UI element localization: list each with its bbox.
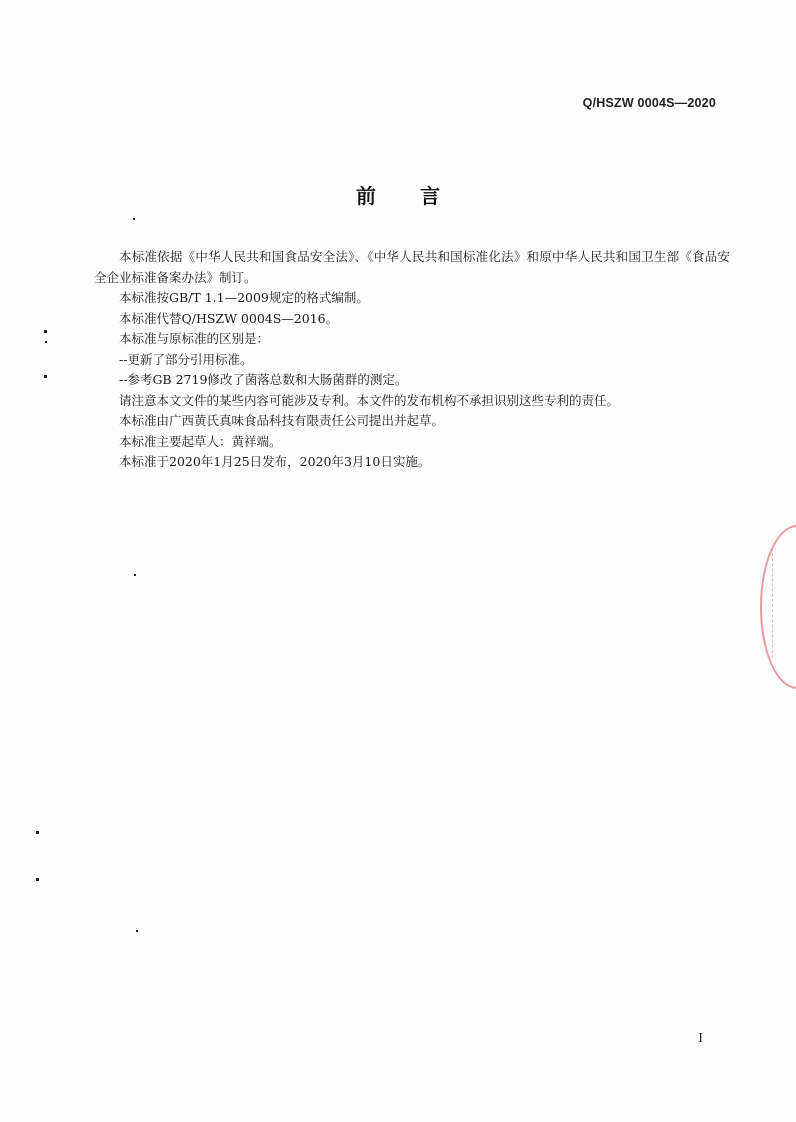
scan-speck xyxy=(44,330,47,333)
paragraph-drafter: 本标准主要起草人：黄祥端。 xyxy=(119,433,282,449)
page-number: I xyxy=(698,1031,703,1045)
standard-code: Q/HSZW 0004S—2020 xyxy=(582,96,716,110)
scan-speck xyxy=(36,878,39,881)
scan-speck xyxy=(36,831,39,834)
paragraph-diff-item-1: --更新了部分引用标准。 xyxy=(119,351,253,367)
scan-speck xyxy=(45,341,47,343)
paragraph-dates: 本标准于2020年1月25日发布，2020年3月10日实施。 xyxy=(119,454,431,469)
scan-speck xyxy=(133,218,135,220)
paragraph-patent-notice: 请注意本文文件的某些内容可能涉及专利。本文件的发布机构不承担识别这些专利的责任。 xyxy=(119,392,620,408)
foreword-body xyxy=(94,247,730,473)
paragraph-basis: 本标准依据《中华人民共和国食品安全法》、《中华人民共和国标准化法》和原中华人民共和国卫生部《食品安全企业标准备案办法》制订。 xyxy=(94,249,730,285)
paragraph-replaces: 本标准代替Q/HSZW 0004S—2016。 xyxy=(119,310,339,326)
scan-speck xyxy=(134,574,136,576)
paragraph-differences: 本标准与原标准的区别是： xyxy=(119,331,270,346)
scan-speck xyxy=(44,375,47,378)
paragraph-format: 本标准按GB/T 1.1—2009规定的格式编制。 xyxy=(119,290,369,305)
seal-stamp-inner xyxy=(772,548,796,658)
page-title xyxy=(0,180,796,209)
scan-speck xyxy=(136,930,138,932)
paragraph-drafting-org: 本标准由广西黄氏真味食品科技有限责任公司提出并起草。 xyxy=(119,413,445,428)
title-char-2: 言 xyxy=(420,184,440,208)
title-char-1: 前 xyxy=(356,184,376,208)
paragraph-diff-item-2: --参考GB 2719修改了菌落总数和大肠菌群的测定。 xyxy=(119,372,408,387)
